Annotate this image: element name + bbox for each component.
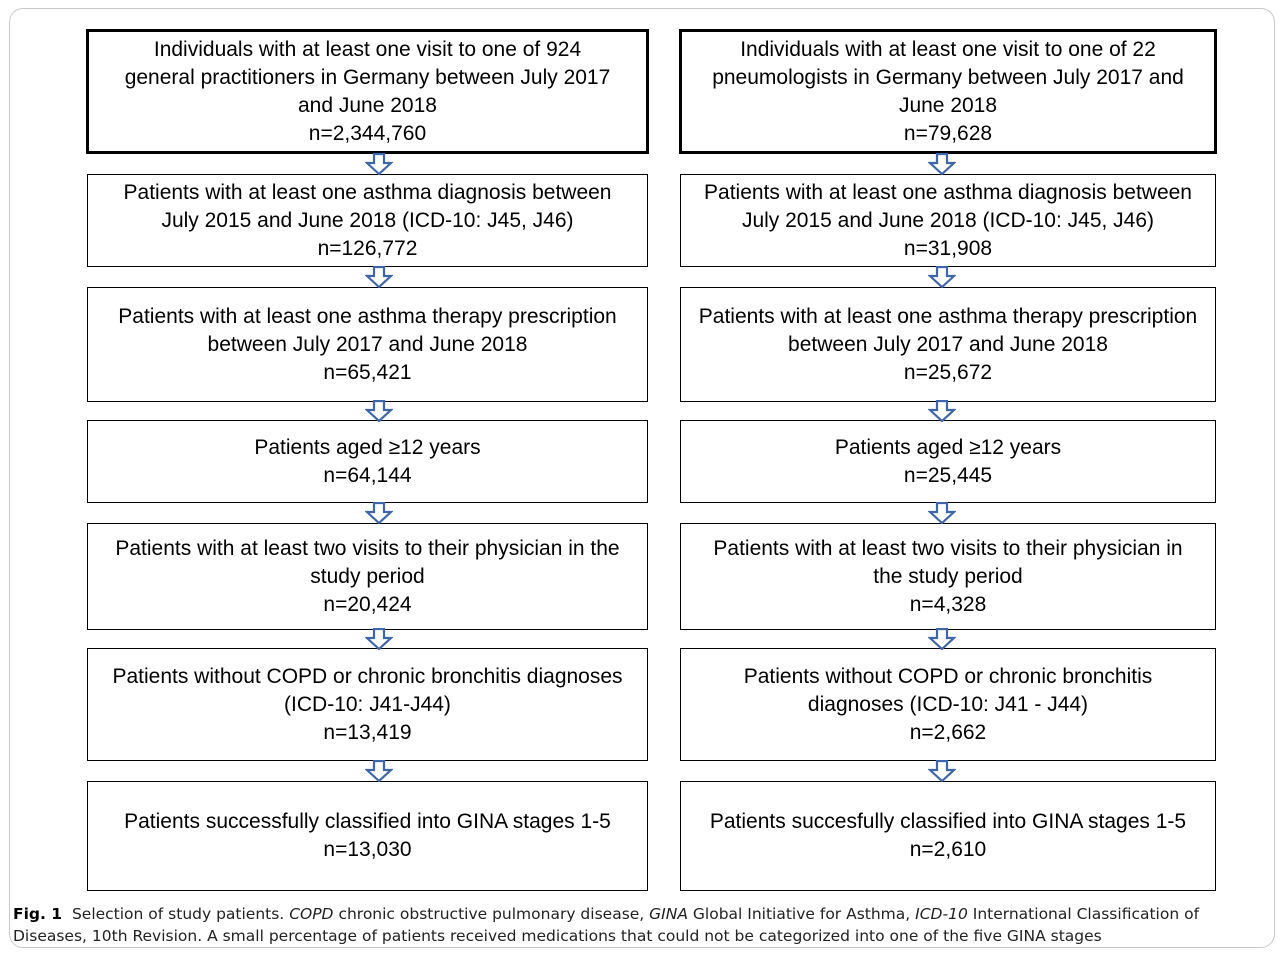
left-box-5 xyxy=(87,523,648,630)
caption-abbr-icd: ICD-10 xyxy=(915,905,968,923)
figure-label: Fig. 1 xyxy=(13,905,63,923)
right-box-3-text: Patients with at least one asthma therapy prescription between July 2017 and June 2018 xyxy=(698,304,1198,356)
right-box-1-text: Individuals with at least one visit to one of 22 pneumologists in Germany between July 2017 and June 2018 xyxy=(712,37,1184,117)
down-arrow-icon xyxy=(365,628,393,650)
left-box-1-text: Individuals with at least one visit to one of 924 general practitioners in Germany between July 2017 and June 2018 xyxy=(124,37,611,117)
caption-def-copd: chronic obstructive pulmonary disease, xyxy=(338,905,645,923)
down-arrow-icon xyxy=(365,153,393,175)
right-box-1 xyxy=(679,29,1217,154)
down-arrow-icon xyxy=(365,266,393,288)
caption-def-icd: International Classification of Diseases, 10th Revision. A small percentage of patients received medications that could not be categorized into one of the five GINA stages xyxy=(13,905,1200,945)
right-box-6 xyxy=(680,648,1216,761)
left-box-1-n: n=2,344,760 xyxy=(308,121,427,145)
left-box-2-text: Patients with at least one asthma diagnosis between July 2015 and June 2018 (ICD-10: J45, J46) xyxy=(123,180,612,232)
right-box-5-text: Patients with at least two visits to their physician in the study period xyxy=(713,536,1183,588)
down-arrow-icon xyxy=(365,502,393,524)
left-box-3-n: n=65,421 xyxy=(323,360,412,384)
left-box-7 xyxy=(87,781,648,891)
left-box-7-text: Patients successfully classified into GINA stages 1-5 xyxy=(124,810,611,833)
right-box-2-text: Patients with at least one asthma diagnosis between July 2015 and June 2018 (ICD-10: J45, J46) xyxy=(704,180,1192,232)
caption-abbr-copd: COPD xyxy=(289,905,334,923)
right-box-7-n: n=2,610 xyxy=(909,838,987,861)
left-box-6 xyxy=(87,648,648,761)
down-arrow-icon xyxy=(365,400,393,422)
right-box-5-n: n=4,328 xyxy=(909,592,987,616)
caption-abbr-gina: GINA xyxy=(649,905,688,923)
right-box-6-text: Patients without COPD or chronic bronchitis diagnoses (ICD-10: J41 - J44) xyxy=(743,664,1153,716)
caption-title: Selection of study patients. xyxy=(71,905,285,923)
left-box-3-text: Patients with at least one asthma therapy prescription between July 2017 and June 2018 xyxy=(118,304,617,356)
right-box-1-n: n=79,628 xyxy=(903,121,993,145)
right-box-3-n: n=25,672 xyxy=(903,360,993,384)
left-box-4-text: Patients aged ≥12 years xyxy=(254,435,481,459)
left-box-4 xyxy=(87,420,648,503)
down-arrow-icon xyxy=(365,760,393,782)
right-box-2 xyxy=(680,174,1216,267)
left-box-2 xyxy=(87,174,648,267)
down-arrow-icon xyxy=(928,502,956,524)
left-box-3 xyxy=(87,287,648,402)
down-arrow-icon xyxy=(928,266,956,288)
left-box-6-text: Patients without COPD or chronic bronchitis diagnoses (ICD-10: J41-J44) xyxy=(112,664,623,716)
left-box-5-n: n=20,424 xyxy=(323,592,412,616)
right-box-4 xyxy=(680,420,1216,503)
caption-def-gina: Global Initiative for Asthma, xyxy=(692,905,911,923)
down-arrow-icon xyxy=(928,628,956,650)
right-box-4-n: n=25,445 xyxy=(903,463,993,487)
down-arrow-icon xyxy=(928,760,956,782)
right-box-7 xyxy=(680,781,1216,891)
right-box-4-text: Patients aged ≥12 years xyxy=(834,435,1062,459)
down-arrow-icon xyxy=(928,400,956,422)
right-box-7-text: Patients succesfully classified into GINA stages 1-5 xyxy=(709,810,1187,833)
right-box-2-n: n=31,908 xyxy=(903,236,993,260)
left-box-2-n: n=126,772 xyxy=(317,236,418,260)
down-arrow-icon xyxy=(928,153,956,175)
figure-caption xyxy=(13,903,1275,947)
right-box-3 xyxy=(680,287,1216,402)
left-box-5-text: Patients with at least two visits to their physician in the study period xyxy=(115,536,620,588)
right-box-6-n: n=2,662 xyxy=(909,720,987,744)
left-box-7-n: n=13,030 xyxy=(323,838,412,861)
left-box-1 xyxy=(86,29,649,154)
right-box-5 xyxy=(680,523,1216,630)
left-box-6-n: n=13,419 xyxy=(323,720,412,744)
left-box-4-n: n=64,144 xyxy=(323,463,412,487)
